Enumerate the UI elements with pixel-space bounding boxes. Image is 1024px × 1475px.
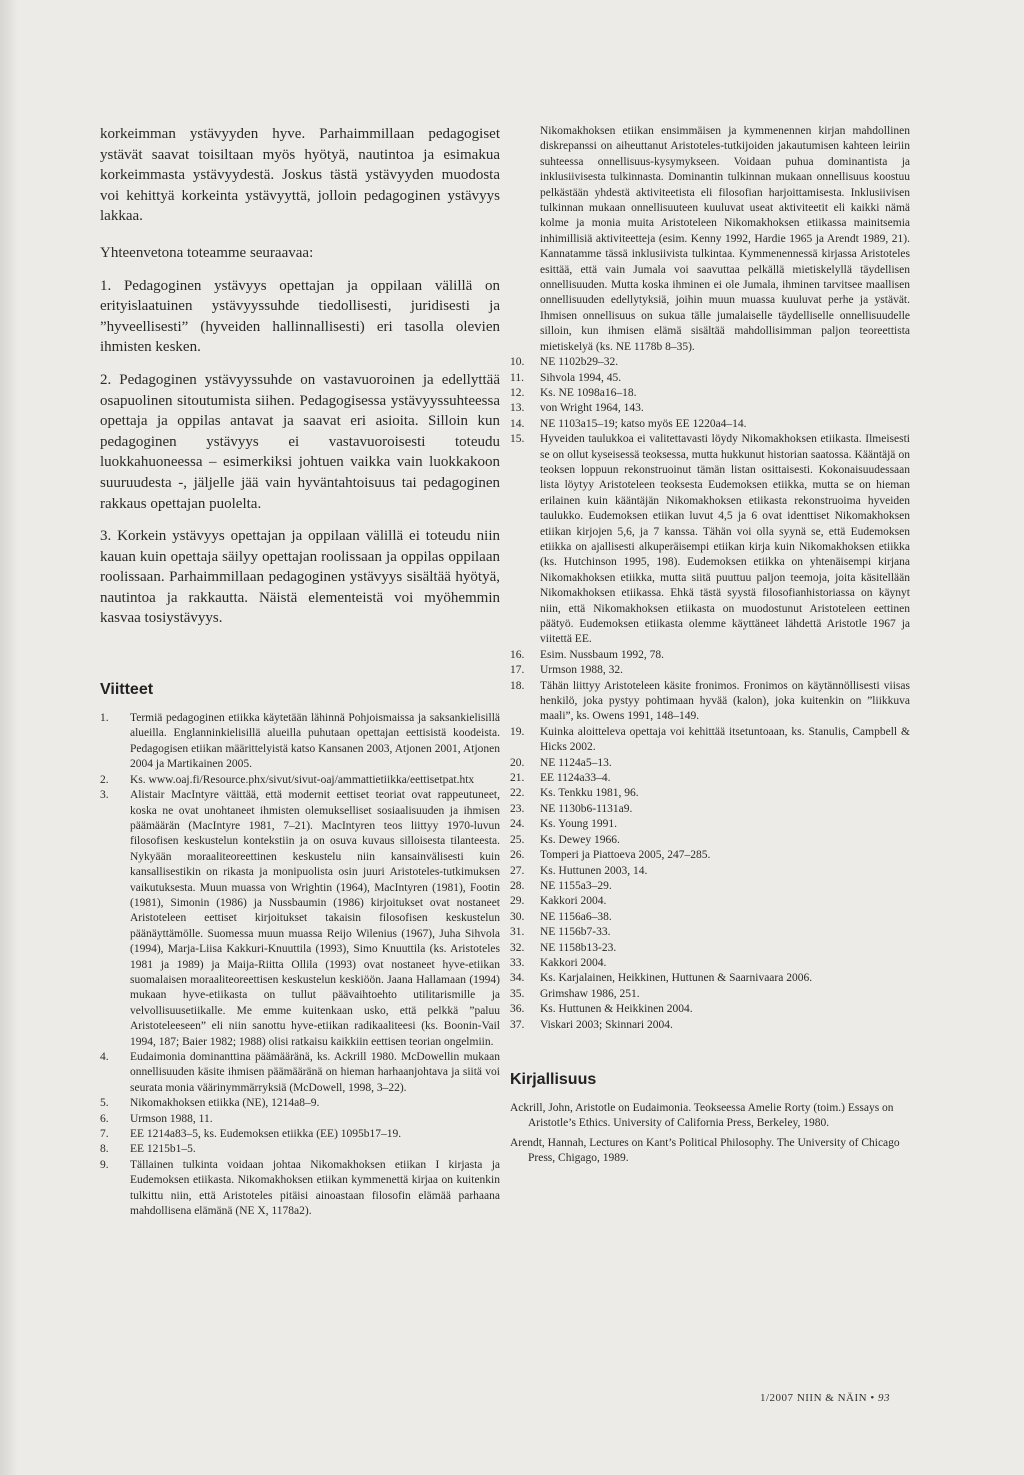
note-number: 13. — [510, 402, 525, 415]
note-number: 3. — [100, 789, 109, 802]
page-gutter-shadow — [0, 0, 18, 1475]
note-item — [510, 848, 910, 863]
references-heading: Kirjallisuus — [510, 1070, 597, 1088]
note-item — [510, 648, 910, 663]
note-item — [100, 1158, 500, 1220]
note-text: Grimshaw 1986, 251. — [540, 987, 640, 1000]
note-text: Nikomakhoksen etiikka (NE), 1214a8–9. — [130, 1097, 320, 1110]
note-item — [510, 879, 910, 894]
note-9-continuation — [510, 124, 910, 355]
note-number: 23. — [510, 802, 525, 815]
note-text: NE 1155a3–29. — [540, 879, 612, 892]
summary-point-3: 3. Korkein ystävyys opettajan ja oppilaan välillä ei toteudu niin kauan kuin opettaja säilyy opettajan roolissaan ja oppilas oppilaan roolissaan. Parhaimmillaan pedagoginen ystävyys sisältää hyötyä, nautintoa ja rakkautta. Näistä elementeistä voi myöhemmin kasvaa tosiystävyys. — [100, 528, 500, 627]
note-number: 6. — [100, 1112, 109, 1125]
note-number: 37. — [510, 1018, 525, 1031]
note-item — [510, 1018, 910, 1033]
note-number: 20. — [510, 756, 525, 769]
summary-intro: Yhteenvetona toteamme seuraavaa: — [100, 244, 314, 261]
note-item — [510, 725, 910, 756]
note-number: 5. — [100, 1097, 109, 1110]
note-text: Tomperi ja Piattoeva 2005, 247–285. — [540, 849, 711, 862]
summary-point-2: 2. Pedagoginen ystävyyssuhde on vastavuoroinen ja edellyttää osapuolinen sitoutumista siihen. Pedagogisessa ystävyyssuhteessa opettaja ja oppilas antavat ja saavat eri asioita. Silloin kun pedagoginen ystävyys ei vastavuoroisesti toteudu luokkahuoneessa – esimerkiksi johtuen vaikka vain luokkakoon suuruudesta -, jäljelle jää vain hyväntahtoisuus tai pedagoginen rakkaus opettajan puolelta. — [100, 371, 500, 512]
reference-item: Ackrill, John, Aristotle on Eudaimonia. Teokseessa Amelie Rorty (toim.) Essays on Aristotle’s Ethics. University of California Press, Berkeley, 1980. — [510, 1101, 894, 1130]
note-item — [510, 864, 910, 879]
note-number: 24. — [510, 818, 525, 831]
note-text: Kakkori 2004. — [540, 956, 607, 969]
note-text: Hyveiden taulukkoa ei valitettavasti löydy Nikomakhoksen etiikasta. Ilmeisesti se on ollut kyseisessä teoksessa, mutta hukkunut historian saatossa. Kääntäjä on teoksen loppuun rekonstruoinut tämän listan osittaisesti. Kokonaisuudessaan lista löytyy Aristoteleen teoksesta Eudemoksen etiikka, mutta se on hieman erilainen kuin kääntäjän Nikomakhoksen etiikasta rekonstruoima hyveiden taulukko. Eudemoksen etiikan luvut 4,5 ja 6 ovat identtiset Nikomakhoksen etiikan kirjojen 5,6, ja 7 kanssa. Tähän voi olla syynä se, että Eudemoksen etiikka on ajallisesti alkuperäisempi etiikan kirja kuin Nikomakhoksen etiikka (ks. Hutchinson 1995, 198). Eudemoksen etiikka on yhtenäisempi kirjana Nikomakhoksen etiikka, mutta siitä puuttuu paljon teemoja, joita käsitellään Nikomakhoksen etiikassa. Ehkä tästä syystä filosofianhistoriassa on käynyt niin, että Nikomakhoksen etiikasta on muodostunut Aristoteleen eettinen päätyö. Eudemoksen etiikasta olemme käyttäneet lähdettä Aristotle 1967 ja viitettä EE. — [540, 433, 910, 646]
note-item — [510, 756, 910, 771]
page-footer — [760, 1392, 890, 1404]
note-number: 11. — [510, 371, 524, 384]
note-item — [510, 802, 910, 817]
note-item — [100, 773, 500, 788]
note-text: Alistair MacIntyre väittää, että modernit eettiset teoriat ovat rappeutuneet, koska ne ovat unohtaneet ihmisten olemukselliset sosiaalisuuden ja ihmisen päämäärän (MacIntyre 1981, 7–21). MacIntyren teos liittyy 1970-luvun filosofisen keskustelun kontekstiin ja on osuva kuvaus silloisesta tilanteesta. Nykyään moraaliteoreettinen keskustelu niin kansainvälisesti kuin kansallisestikin on rikasta ja monipuolista osin juuri Aristoteles-tutkimuksen vaikutuksesta. Muun muassa von Wrightin (1964), MacIntyren (1981), Footin (1981), Simonin (1986) ja Nussbaumin (1986) kirjoitukset ovat nostaneet Aristoteleen eettiset kirjoitukset takaisin filosofisen keskustelun päänäyttämölle. Suomessa muun muassa Reijo Wilenius (1967), Juha Sihvola (1994), Marja-Liisa Kakkuri-Knuuttila (1993), Simo Knuuttila (ks. Aristoteles 1981 ja 1989) ja Maija-Riitta Ollila (1993) ovat nostaneet hyve-etiikan suomalaisen moraaliteoreettisen keskustelun keskiöön. Jaana Hallamaan (1994) mukaan hyve-etiikasta on tullut päävaihtoehto utilitarismille ja velvollisuusetiikalle. Me emme kuitenkaan usko, että pelkkä ”paluu Aristoteleeseen” eli niin sanottu hyve-etiikan radikaaliteesi (ks. Boonin-Vail 1994, 187; Baier 1982; 1988) olisi ratkaisu kaikkiin eettisen teorian ongelmiin. — [130, 789, 500, 1048]
note-item — [100, 1096, 500, 1111]
note-item — [510, 355, 910, 370]
note-number: 28. — [510, 879, 525, 892]
note-text: Ks. Karjalainen, Heikkinen, Huttunen & Saarnivaara 2006. — [540, 972, 813, 985]
note-number: 4. — [100, 1051, 109, 1063]
note-text: von Wright 1964, 143. — [540, 402, 644, 415]
note-text: Ks. Huttunen 2003, 14. — [540, 864, 648, 877]
note-item — [510, 833, 910, 848]
note-text: Tähän liittyy Aristoteleen käsite fronimos. Fronimos on käytännöllisesti viisas henkilö, joka pystyy pohtimaan hyvää (kalon), joka kuitenkin on ”liikkuva maali”, ks. Owens 1991, 148–149. — [540, 679, 910, 723]
note-number: 14. — [510, 417, 525, 430]
note-text: Urmson 1988, 11. — [130, 1112, 213, 1125]
note-item — [510, 817, 910, 832]
note-number: 26. — [510, 849, 525, 862]
note-number: 32. — [510, 941, 525, 954]
note-text: Sihvola 1994, 45. — [540, 371, 622, 384]
note-item — [510, 956, 910, 971]
references-section — [510, 1071, 910, 1167]
note-item — [100, 711, 500, 773]
note-number: 2. — [100, 773, 109, 786]
note-text: Ks. Dewey 1966. — [540, 833, 620, 846]
note-number: 22. — [510, 787, 525, 800]
note-number: 33. — [510, 956, 525, 969]
issue-number: 1/2007 — [760, 1392, 794, 1404]
note-number: 8. — [100, 1143, 109, 1156]
note-text: Urmson 1988, 32. — [540, 664, 624, 677]
note-text: Eudaimonia dominanttina päämääränä, ks. Ackrill 1980. McDowellin mukaan onnellisuuden käsite ihmisen päämääränä on hieman harhaanjohtava ja siitä voi seurata monia väärinymmärryksiä (McDowell, 1998, 3–22). — [130, 1051, 500, 1094]
note-number: 12. — [510, 386, 525, 399]
note-text: NE 1103a15–19; katso myös EE 1220a4–14. — [540, 417, 747, 430]
note-number: 36. — [510, 1003, 525, 1016]
note-number: 21. — [510, 772, 525, 785]
note-text: NE 1156b7-33. — [540, 926, 611, 939]
note-item — [510, 987, 910, 1002]
left-column — [100, 124, 500, 1219]
note-text: NE 1156a6–38. — [540, 910, 612, 923]
page-number: 93 — [877, 1392, 890, 1404]
note-number: 19. — [510, 725, 525, 738]
note-item — [100, 788, 500, 1050]
note-number: 15. — [510, 433, 525, 446]
note-item — [510, 786, 910, 801]
note-number: 35. — [510, 987, 525, 1000]
notes-list — [100, 711, 500, 1219]
note-number: 17. — [510, 664, 525, 677]
note-text: NE 1102b29–32. — [540, 356, 619, 369]
note-number: 30. — [510, 910, 525, 923]
note-item — [510, 971, 910, 986]
reference-item: Arendt, Hannah, Lectures on Kant’s Political Philosophy. The University of Chicago Press, Chigago, 1989. — [510, 1136, 900, 1165]
note-item — [510, 910, 910, 925]
note-item — [510, 1002, 910, 1017]
note-number: 29. — [510, 895, 525, 908]
right-column — [510, 124, 910, 1171]
note-number: 16. — [510, 648, 525, 661]
note-number: 25. — [510, 833, 525, 846]
summary-point-1: 1. Pedagoginen ystävyys opettajan ja oppilaan välillä on erityislaatuinen ystävyyssuhde tiedollisesti, juridisesti ja ”hyveellisesti” (hyveiden hallinnallisesti) eri tasolla olevien ihmisten kesken. — [100, 277, 500, 356]
note-text: Ks. Young 1991. — [540, 818, 618, 831]
note-text: EE 1214a83–5, ks. Eudemoksen etiikka (EE) 1095b17–19. — [130, 1128, 402, 1141]
note-item — [510, 941, 910, 956]
note-number: 18. — [510, 679, 525, 692]
note-item — [100, 1142, 500, 1157]
note-number: 31. — [510, 926, 525, 939]
note-item — [510, 663, 910, 678]
note-item — [510, 386, 910, 401]
note-number: 34. — [510, 972, 525, 985]
note-text: NE 1124a5–13. — [540, 756, 612, 769]
notes-heading: Viitteet — [100, 681, 154, 699]
note-text: Esim. Nussbaum 1992, 78. — [540, 648, 664, 661]
note-text: EE 1124a33–4. — [540, 772, 611, 785]
note-item — [100, 1050, 500, 1096]
note-text: Viskari 2003; Skinnari 2004. — [540, 1018, 673, 1031]
note-item — [510, 679, 910, 725]
note-number: 9. — [100, 1158, 109, 1171]
note-text: NE 1158b13-23. — [540, 941, 617, 954]
note-text: NE 1130b6-1131a9. — [540, 802, 633, 815]
note-text: Tällainen tulkinta voidaan johtaa Nikomakhoksen etiikan I kirjasta ja Eudemoksen etiikasta. Nikomakhoksen etiikan kymmenettä kirjaa on kuitenkin tulkittu niin, että Aristoteles pitäisi ainoastaan filosofin elämää parhaana mahdollisena elämänä (NE X, 1178a2). — [130, 1158, 500, 1218]
note-number: 7. — [100, 1128, 109, 1141]
note-item — [100, 1127, 500, 1142]
note-text: Ks. Tenkku 1981, 96. — [540, 787, 639, 800]
note-item — [510, 432, 910, 648]
note-text: Kakkori 2004. — [540, 895, 607, 908]
note-item — [510, 925, 910, 940]
note-text: Ks. Huttunen & Heikkinen 2004. — [540, 1003, 693, 1016]
note-item — [510, 894, 910, 909]
footer-bullet: • — [870, 1392, 875, 1404]
note-number: 27. — [510, 864, 525, 877]
note-item — [100, 1112, 500, 1127]
note-item — [510, 371, 910, 386]
article-body — [100, 124, 500, 629]
note-continuation-text: Nikomakhoksen etiikan ensimmäisen ja kymmenennen kirjan mahdollinen diskrepanssi on aiheuttanut Aristoteles-tutkijoiden jakautumisen kahteen leiriin suhteessa onnellisuus-kysymykseen. Voidaan puhua dominantista ja inklusiivisesta tulkinnasta. Dominantin tulkinnan mukaan onnellisuus koostuu pelkästään yhdestä aktiviteetista eli filosofian harjoittamisesta. Inklusiivisen tulkinnan mukaan onnellisuuteen kuuluvat useat aktiviteetit eli kaikki nämä kolme ja monia muita Aristoteleen Nikomakhoksen etiikassa mainitsemia inhimillisiä aktiviteetteja (esim. Kenny 1992, Hardie 1965 ja Arendt 1989, 21). Kannatamme tässä inklusiivista tulkintaa. Kymmenennessä kirjassa Aristoteles esittää, että vain Jumala voi saavuttaa pelkällä mietiskelyllä täydellisen onnellisuuden. Mutta koska ihminen ei ole Jumala, ihminen tarvitsee maallisen onnellisuuden edellytyksiä, joihin muun muassa kuuluvat perhe ja ystävät. Ihmisen onnellisuus on sukua tälle jumalaiselle täydelliselle onnellisuudelle silloin, kun ihmisen elämä sisältää mahdollisimman paljon teoreettista mietiskelyä (ks. NE 1178b 8–35). — [540, 125, 910, 353]
note-text: Ks. www.oaj.fi/Resource.phx/sivut/sivut-oaj/ammattietiikka/eettisetpat.htx — [130, 773, 475, 786]
note-number: 10. — [510, 356, 525, 369]
note-text: Kuinka aloitteleva opettaja voi kehittää itsetuntoaan, ks. Stanulis, Campbell & Hicks 2002. — [540, 725, 910, 754]
note-text: Ks. NE 1098a16–18. — [540, 386, 637, 399]
note-item — [510, 401, 910, 416]
note-item — [510, 417, 910, 432]
note-number: 1. — [100, 712, 109, 725]
journal-name: NIIN & NÄIN — [796, 1392, 868, 1404]
body-paragraph: korkeimman ystävyyden hyve. Parhaimmillaan pedagogiset ystävät saavat toisiltaan myös hyötyä, nautintoa ja esimakua korkeimmasta ystävyydestä. Joskus tästä ystävyyden muodosta voi kehittyä korkeinta ystävyyttä, jolloin pedagoginen ystävyys lakkaa. — [100, 126, 500, 225]
note-text: Termiä pedagoginen etiikka käytetään lähinnä Pohjoismaissa ja saksankielisillä alueilla. Englanninkielisillä alueilla puhutaan opettajan eettisistä koodeista. Pedagogisen etiikan määrittelyistä katso Kansanen 2003, Atjonen 2001, Atjonen 2004 ja Martikainen 2005. — [130, 712, 500, 771]
notes-list-continued — [510, 355, 910, 1033]
note-item — [510, 771, 910, 786]
note-text: EE 1215b1–5. — [130, 1143, 196, 1156]
